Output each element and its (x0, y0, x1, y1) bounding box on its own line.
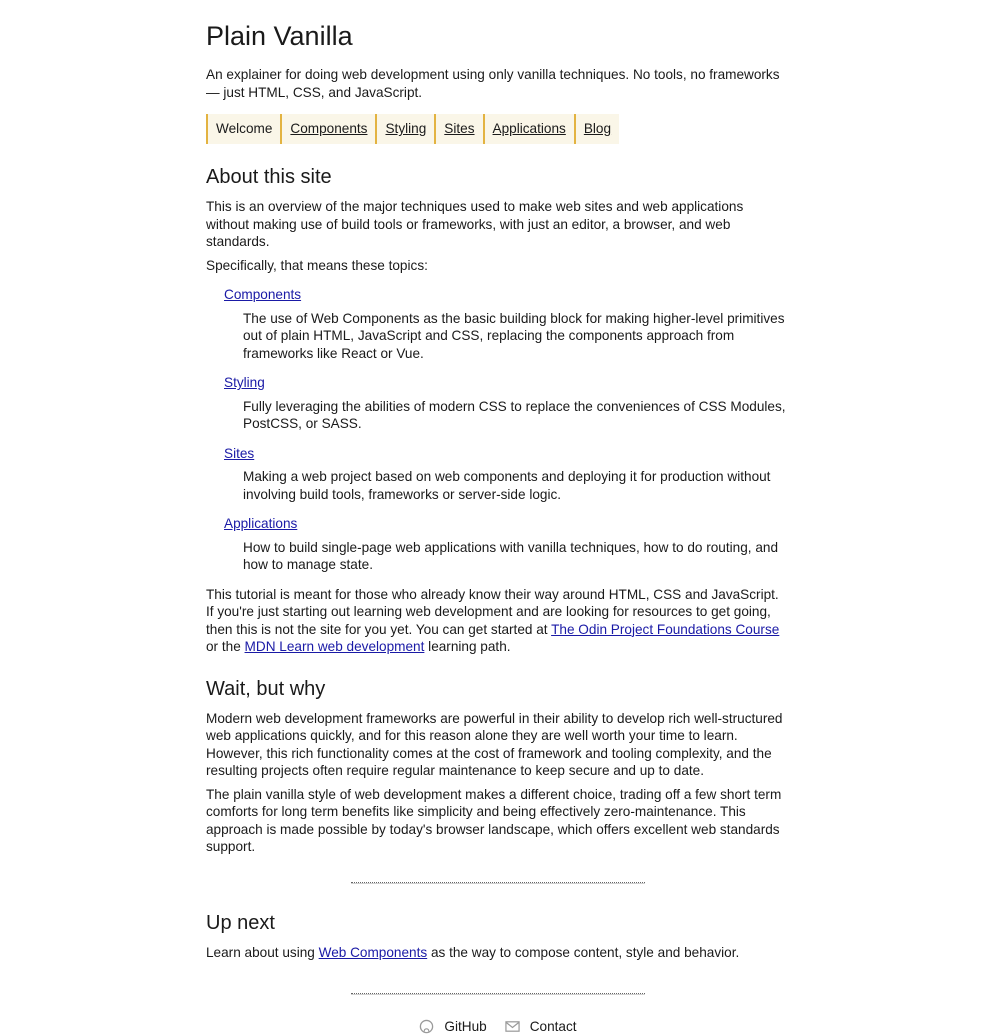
audience-text-mid: or the (206, 639, 245, 654)
topic-link-sites[interactable]: Sites (224, 445, 255, 461)
topic-term (224, 374, 790, 392)
topic-link-components[interactable]: Components (224, 287, 302, 302)
mail-icon (505, 1020, 520, 1033)
odin-project-link[interactable]: The Odin Project Foundations Course (551, 621, 780, 637)
web-components-link[interactable]: Web Components (318, 944, 428, 960)
why-heading: Wait, but why (206, 677, 326, 700)
topic-term (224, 286, 790, 304)
nav-item-sites[interactable]: Sites (434, 114, 482, 144)
up-next-section (206, 910, 790, 962)
topics-list (224, 286, 790, 574)
topic-description: How to build single-page web applications with vanilla techniques, how to do routing, and how to manage state. (243, 539, 779, 572)
page-title: Plain Vanilla (206, 21, 353, 51)
audience-paragraph (206, 586, 790, 656)
why-paragraph-1: Modern web development frameworks are powerful in their ability to develop rich well-structured web applications quickly, and for this reason alone they are well worth your time to learn. However, this rich functionality comes at the cost of framework and tooling complexity, and the resulting projects often require regular maintenance to keep secure and up to date. (206, 710, 783, 778)
topic-link-styling[interactable]: Styling (224, 375, 265, 390)
contact-label: Contact (529, 1019, 577, 1034)
github-label: GitHub (444, 1019, 487, 1034)
topic-term (224, 515, 790, 533)
nav-item-blog[interactable]: Blog (574, 114, 619, 144)
nav-item-styling[interactable]: Styling (375, 114, 434, 144)
main-nav (206, 114, 790, 144)
up-next-text-end: as the way to compose content, style and behavior. (427, 944, 740, 960)
contact-link[interactable] (505, 1019, 577, 1034)
divider-wrap (206, 993, 790, 995)
topic-description: The use of Web Components as the basic building block for making higher-level primitives out of plain HTML, JavaScript and CSS, replacing the components approach from frameworks like React or Vue. (243, 310, 785, 361)
topic-term (224, 445, 790, 463)
mdn-learn-link[interactable]: MDN Learn web development (244, 639, 425, 654)
divider (351, 882, 645, 884)
nav-item-welcome[interactable]: Welcome (206, 114, 280, 144)
topic-description: Fully leveraging the abilities of modern CSS to replace the conveniences of CSS Modules, PostCSS, or SASS. (243, 398, 786, 431)
audience-text-start: This tutorial is meant for those who already know their way around HTML, CSS and JavaScript. If you're just starting out learning web development and are looking for resources to get going, then this is not the site for you yet. You can get started at (206, 586, 779, 637)
nav-item-applications[interactable]: Applications (483, 114, 574, 144)
tagline: An explainer for doing web development using only vanilla techniques. No tools, no frameworks — just HTML, CSS, and JavaScript. (206, 67, 780, 100)
divider (351, 993, 645, 995)
nav-item-components[interactable]: Components (280, 114, 375, 144)
up-next-text-start: Learn about using (206, 944, 319, 960)
audience-text-end: learning path. (424, 639, 511, 654)
about-section (206, 164, 790, 656)
why-paragraph-2: The plain vanilla style of web development makes a different choice, trading off a few short term comforts for long term benefits like simplicity and being effectively zero-maintenance. This approach is made possible by today's browser landscape, which offers excellent web standards support. (206, 786, 782, 854)
topic-description: Making a web project based on web components and deploying it for production without involving build tools, frameworks or server-side logic. (243, 469, 771, 502)
divider-wrap (206, 882, 790, 884)
github-icon (419, 1019, 434, 1034)
up-next-paragraph (206, 944, 790, 962)
about-heading: About this site (206, 166, 332, 188)
about-intro-paragraph: This is an overview of the major techniques used to make web sites and web applications without making use of build tools or frameworks, with just an editor, a browser, and web standards. (206, 199, 744, 249)
up-next-heading: Up next (206, 911, 275, 934)
page-container (206, 0, 790, 1034)
topics-lead: Specifically, that means these topics: (206, 257, 428, 273)
topic-link-applications[interactable]: Applications (224, 516, 298, 531)
footer (206, 1019, 790, 1034)
why-section (206, 676, 790, 856)
github-link[interactable] (419, 1019, 486, 1034)
